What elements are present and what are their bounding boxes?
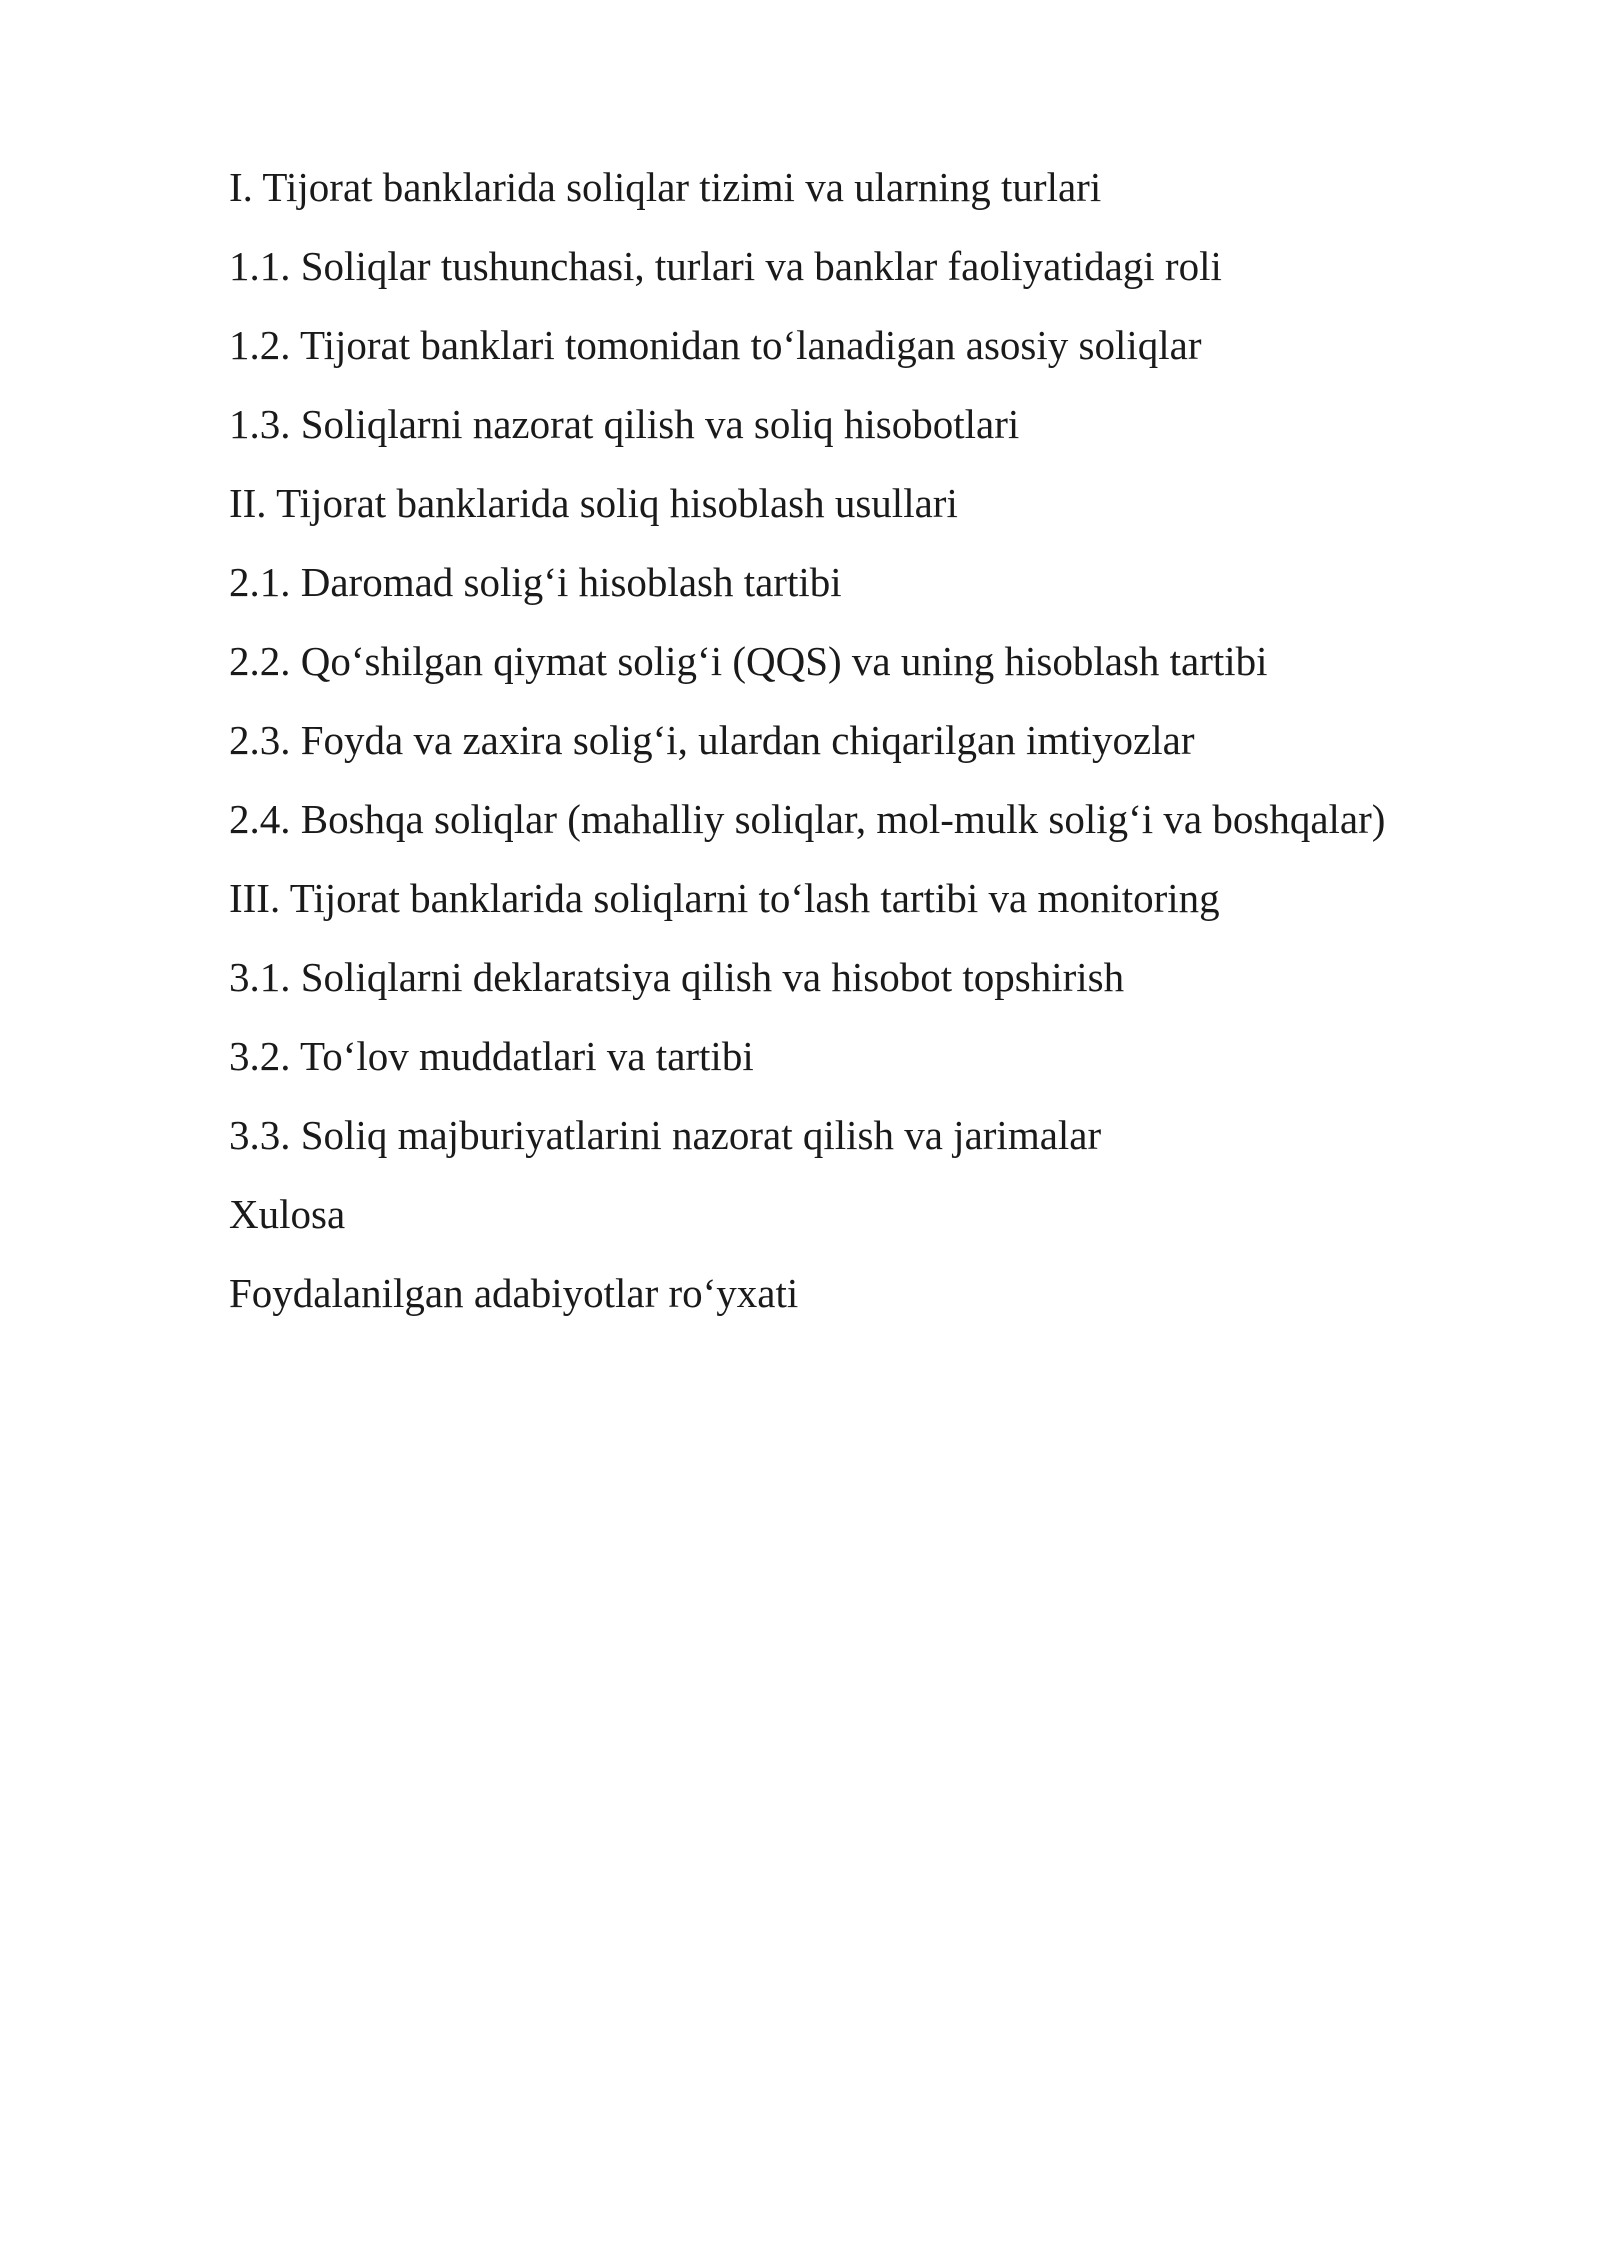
toc-section-2-2: 2.2. Qo‘shilgan qiymat solig‘i (QQS) va uning hisoblash tartibi: [229, 638, 1268, 684]
toc-conclusion: Xulosa: [229, 1191, 346, 1237]
toc-section-1-2: 1.2. Tijorat banklari tomonidan to‘lanadigan asosiy soliqlar: [229, 322, 1202, 368]
table-of-contents: [229, 148, 1549, 1333]
toc-section-2-1: 2.1. Daromad solig‘i hisoblash tartibi: [229, 559, 842, 605]
toc-section-3-1: 3.1. Soliqlarni deklaratsiya qilish va hisobot topshirish: [229, 954, 1125, 1000]
toc-section-3-3: 3.3. Soliq majburiyatlarini nazorat qilish va jarimalar: [229, 1112, 1102, 1158]
toc-section-3-2: 3.2. To‘lov muddatlari va tartibi: [229, 1033, 754, 1079]
toc-section-2-4: 2.4. Boshqa soliqlar (mahalliy soliqlar, mol-mulk solig‘i va boshqalar): [229, 796, 1386, 842]
toc-section-2-3: 2.3. Foyda va zaxira solig‘i, ulardan chiqarilgan imtiyozlar: [229, 717, 1195, 763]
toc-chapter-1: I. Tijorat banklarida soliqlar tizimi va ularning turlari: [229, 164, 1102, 210]
toc-section-1-1: 1.1. Soliqlar tushunchasi, turlari va banklar faoliyatidagi roli: [229, 243, 1222, 289]
toc-references: Foydalanilgan adabiyotlar ro‘yxati: [229, 1270, 799, 1316]
toc-chapter-2: II. Tijorat banklarida soliq hisoblash usullari: [229, 480, 958, 526]
toc-section-1-3: 1.3. Soliqlarni nazorat qilish va soliq hisobotlari: [229, 401, 1020, 447]
toc-chapter-3: III. Tijorat banklarida soliqlarni to‘lash tartibi va monitoring: [229, 875, 1220, 921]
